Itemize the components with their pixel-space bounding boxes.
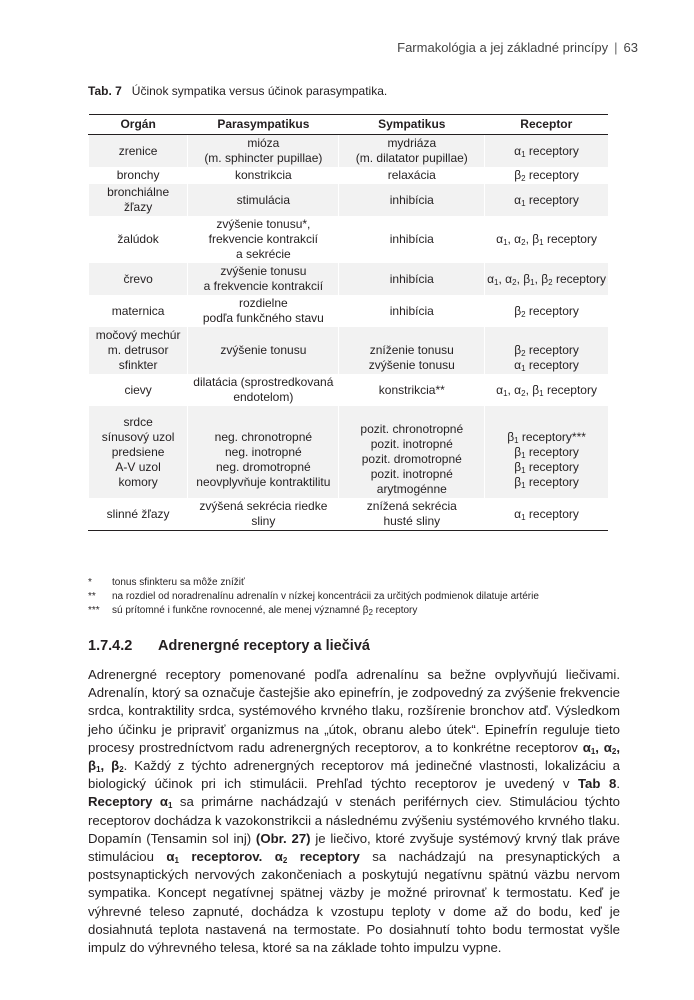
cell-line: neg. dromotropné (215, 459, 311, 474)
cell-organ (89, 167, 188, 184)
cell-line: $\beta_1$ receptory (514, 459, 579, 475)
cell-line: konstrikcia (235, 168, 292, 182)
cell-organ (89, 216, 188, 263)
cell-line: pozit. inotropné (370, 437, 453, 451)
cell-line: konstrikcia** (378, 382, 445, 397)
cell-line: A-V uzol (115, 459, 161, 474)
cell-line (190, 358, 336, 373)
cell-parasympathetic (188, 135, 339, 168)
cell-line: neg. inotropné (224, 444, 302, 459)
table-body (89, 135, 609, 531)
cell-line: bronchy (116, 168, 160, 182)
cell-parasympathetic (188, 406, 339, 498)
cell-sympathetic (339, 167, 485, 184)
cell-line: stimulácia (236, 192, 291, 207)
running-head-title: Farmakológia a jej základné princípy (397, 40, 609, 55)
cell-line: inhibícia (389, 271, 434, 286)
cell-line (341, 407, 482, 422)
cell-line: inhibícia (389, 232, 434, 246)
cell-parasympathetic (188, 374, 339, 406)
table-caption (88, 84, 387, 98)
sympathetic-parasympathetic-table (88, 114, 608, 531)
cell-line: mióza (247, 136, 280, 150)
cell-line (190, 415, 336, 430)
cell-organ (89, 327, 188, 374)
header-receptor: Receptor (485, 115, 608, 135)
cell-line: slinné žľazy (106, 506, 170, 521)
cell-line: $\alpha_1$ receptory (514, 192, 579, 208)
cell-parasympathetic (188, 498, 339, 531)
cell-line: inhibícia (389, 192, 434, 207)
cell-line: znížená sekrécia (366, 499, 457, 513)
cell-line: zvýšená sekrécia riedke (199, 499, 328, 513)
cell-line: pozit. chronotropné (360, 422, 464, 436)
cell-line: predsiene (111, 444, 165, 459)
cell-parasympathetic (188, 263, 339, 295)
cell-receptor (485, 327, 608, 374)
cell-organ (89, 295, 188, 327)
cell-parasympathetic (188, 327, 339, 374)
table-row (89, 216, 609, 263)
cell-organ (89, 184, 188, 216)
cell-sympathetic (339, 327, 485, 374)
table-row (89, 374, 609, 406)
cell-line: črevo (123, 271, 153, 286)
cell-organ (89, 374, 188, 406)
cell-receptor (485, 184, 608, 216)
section-title: Adrenergné receptory a liečivá (158, 638, 370, 654)
header-sympathetic: Sympatikus (339, 115, 485, 135)
cell-line: $\alpha_1$ receptory (514, 143, 579, 159)
cell-organ (89, 498, 188, 531)
cell-sympathetic (339, 135, 485, 168)
table-caption-label: Tab. 7 (88, 84, 122, 98)
cell-organ (89, 135, 188, 168)
table-footnotes (88, 576, 608, 618)
text-run: sa nachádzajú na presynaptických a postsynaptických nervových zakončeniach a poskytujú negatívnu spätnú väzbu nervom sympatika. Koncept negatívnej spätnej väzby je možné prirovnať k termostatu. Keď je výhrevné teleso zapnuté, dochádza k vzostupu teploty v dome až do bodu, keď je dosiahnutá teplota nastavená na termostate. Po dosiahnutí tohto bodu termostat vyšle impulz do výhrevného telesa, ktoré sa na základe tohto impulzu vypne. (88, 849, 621, 956)
cell-line: pozit. dromotropné (361, 452, 462, 466)
cell-line: frekvencie kontrakcií (208, 232, 319, 246)
cell-line: $\beta_1$ receptory (514, 474, 579, 490)
table-row (89, 263, 609, 295)
table-header-row (89, 115, 609, 135)
cell-line: rozdielne (238, 296, 288, 310)
cell-sympathetic (339, 216, 485, 263)
cell-line: sfinkter (118, 358, 158, 372)
footnote-mark: *** (88, 605, 100, 616)
table-row (89, 406, 609, 498)
bold-run: $\alpha_1$ receptorov. $\alpha_2$ receptory (166, 849, 360, 866)
cell-line: m. detrusor (107, 343, 169, 357)
footnote-mark: * (88, 577, 92, 588)
text-run: . Každý z týchto adrenergných receptorov má jedinečné vlastnosti, lokalizáciu a biologický účinok pri ich stimulácii. Prehľad týchto receptorov je uvedený v (88, 758, 620, 792)
cell-line: $\beta_2$ receptory (514, 303, 579, 319)
cell-line: $\beta_1$ receptory*** (507, 429, 586, 445)
running-head-separator: | (614, 40, 618, 55)
table-caption-text: Účinok sympatika versus účinok parasympatika. (131, 84, 388, 98)
cell-line (487, 415, 606, 430)
footnote (88, 576, 608, 590)
cell-parasympathetic (188, 295, 339, 327)
bold-run: Receptory $\alpha_1$ (88, 794, 173, 811)
footnote-text: tonus sfinkteru sa môže znížiť (112, 577, 245, 588)
table-row (89, 135, 609, 168)
cell-line: pozit. inotropné (370, 467, 453, 481)
section-number: 1.7.4.2 (88, 638, 133, 654)
cell-sympathetic (339, 406, 485, 498)
footnote-mark: ** (88, 591, 96, 602)
cell-line: (m. dilatator pupillae) (355, 151, 468, 165)
cell-line: $\alpha_1$, $\alpha_2$, $\beta_1$ receptory (496, 382, 597, 398)
cell-line: neg. chronotropné (214, 429, 313, 444)
cell-receptor (485, 295, 608, 327)
cell-line: $\beta_1$ receptory (514, 444, 579, 460)
footnote (88, 590, 608, 604)
cell-line: zníženie tonusu (369, 343, 454, 357)
cell-line: a sekrécie (235, 247, 291, 261)
cell-sympathetic (339, 263, 485, 295)
cell-organ (89, 406, 188, 498)
cell-line: $\alpha_1$ receptory (514, 506, 579, 522)
cell-line: sínusový uzol (101, 429, 175, 444)
cell-sympathetic (339, 295, 485, 327)
cell-line: a frekvencie kontrakcií (203, 279, 324, 293)
cell-line (190, 328, 336, 343)
cell-line: endotelom) (233, 390, 294, 404)
cell-parasympathetic (188, 167, 339, 184)
table-row (89, 327, 609, 374)
cell-line: podľa funkčného stavu (202, 311, 324, 325)
cell-line: komory (118, 474, 158, 489)
cell-line: arytmogénne (376, 482, 447, 496)
cell-line: dilatácia (sprostredkovaná (193, 375, 334, 389)
cell-line: žalúdok (117, 232, 159, 246)
cell-parasympathetic (188, 184, 339, 216)
cell-receptor (485, 135, 608, 168)
table-row (89, 295, 609, 327)
cell-receptor (485, 216, 608, 263)
footnote (88, 604, 608, 618)
bold-run: (Obr. 27) (255, 830, 311, 846)
cell-line (487, 328, 606, 343)
cell-receptor (485, 498, 608, 531)
cell-line: $\alpha_1$ receptory (514, 358, 579, 373)
cell-receptor (485, 263, 608, 295)
text-run: . (616, 776, 620, 792)
page-number: 63 (623, 40, 638, 55)
table-row (89, 498, 609, 531)
cell-line: $\beta_2$ receptory (514, 168, 579, 183)
bold-run: $\alpha_1$, $\alpha_2$, $\beta_1$, $\beta_2$ (88, 739, 621, 775)
cell-line: maternica (111, 303, 165, 318)
text-run: je liečivo, ktoré zvyšuje systémový krvný tlak práve stimuláciou (88, 830, 620, 865)
cell-line: močový mechúr (95, 328, 181, 342)
cell-line: inhibícia (389, 303, 434, 318)
cell-organ (89, 263, 188, 295)
cell-line: $\alpha_1$, $\alpha_2$, $\beta_1$, $\beta_2$ receptory (487, 271, 606, 287)
text-run: sa primárne nachádzajú v stenách periférnych ciev. Stimuláciou týchto receptorov dochádza k vazokonstrikcii a následnému zvýšeniu systémového krvného tlaku. Dopamín (Tensamin sol inj) (88, 794, 620, 846)
running-head (397, 40, 638, 55)
body-text (88, 666, 620, 957)
cell-receptor (485, 374, 608, 406)
footnote-text: sú prítomné i funkčne rovnocenné, ale menej významné $\beta_2$ receptory (112, 605, 418, 617)
cell-parasympathetic (188, 216, 339, 263)
header-organ: Orgán (89, 115, 188, 135)
cell-line: zvýšenie tonusu*, (216, 217, 311, 231)
text-run: Adrenergné receptory pomenované podľa adrenalínu sa bežne ovplyvňujú liečivami. Adrenalín, ktorý sa označuje častejšie ako epinefrín, je zodpovedný za zvýšenie frekvencie srdca, kontraktility srdca, systémového krvného tlaku, rozšírenie bronchov atď. Výsledkom jeho účinku je pripraviť organizmus na „útok, obranu alebo útek“. Epinefrín reguluje tieto procesy prostredníctvom radu adrenergných receptorov, a to konkrétne receptorov (88, 667, 620, 755)
cell-line: relaxácia (387, 168, 436, 182)
cell-receptor (485, 167, 608, 184)
cell-line (341, 328, 482, 343)
cell-line: zvýšenie tonusu (368, 358, 455, 372)
cell-line: mydriáza (387, 136, 437, 150)
bold-run: Tab 8 (577, 776, 617, 792)
cell-sympathetic (339, 498, 485, 531)
cell-sympathetic (339, 184, 485, 216)
cell-line: husté sliny (383, 514, 441, 528)
cell-line: žľazy (124, 200, 153, 214)
footnote-text: na rozdiel od noradrenalínu adrenalín v nízkej koncentrácii za určitých podmienok dilatuje artérie (112, 591, 539, 602)
cell-line: (m. sphincter pupillae) (204, 151, 323, 165)
cell-line: $\alpha_1$, $\alpha_2$, $\beta_1$ receptory (496, 232, 597, 247)
cell-line: zvýšenie tonusu (220, 343, 307, 357)
cell-line: srdce (123, 414, 153, 429)
table-row (89, 184, 609, 216)
cell-sympathetic (339, 374, 485, 406)
cell-line: $\beta_2$ receptory (514, 343, 579, 358)
section-heading (88, 638, 370, 654)
table-row (89, 167, 609, 184)
cell-line: neovplyvňuje kontraktilitu (196, 474, 331, 489)
cell-line: bronchiálne (107, 185, 170, 199)
cell-line: cievy (124, 382, 152, 397)
cell-line: sliny (251, 514, 276, 528)
cell-line: zvýšenie tonusu (220, 264, 307, 278)
header-parasympathetic: Parasympatikus (188, 115, 339, 135)
body-paragraph (88, 666, 620, 957)
cell-line: zrenice (118, 143, 158, 158)
cell-receptor (485, 406, 608, 498)
